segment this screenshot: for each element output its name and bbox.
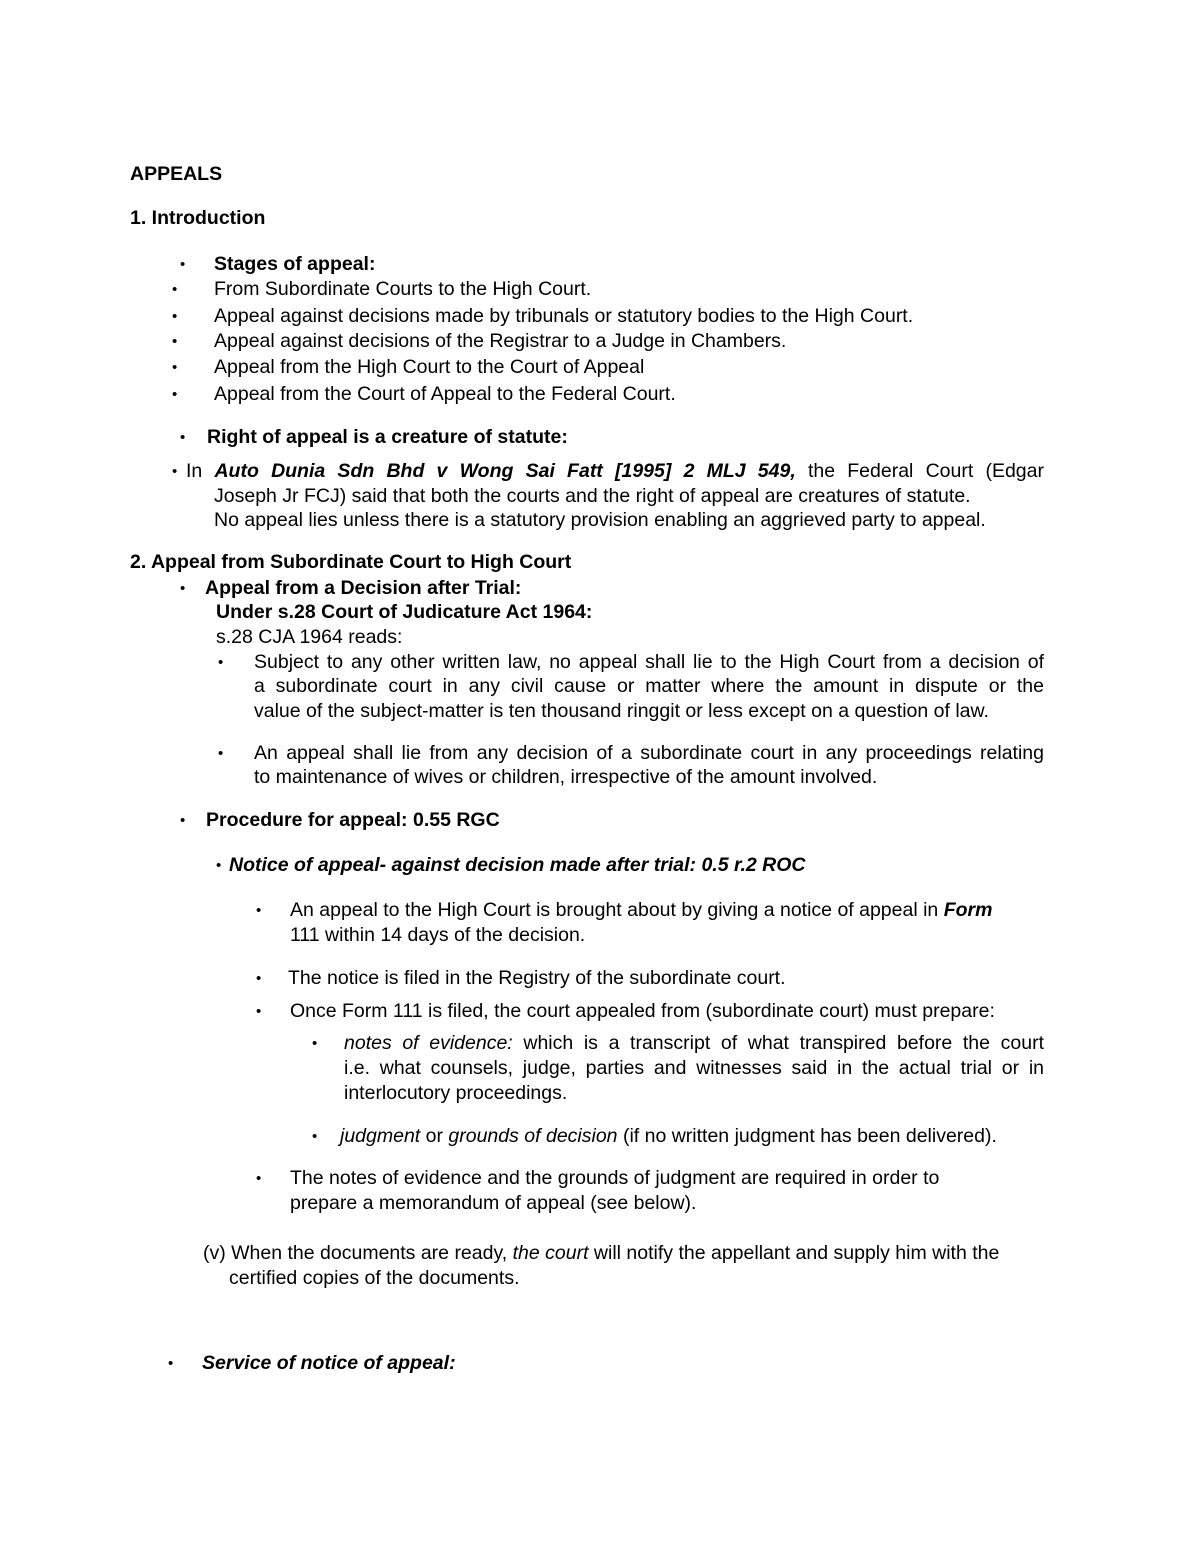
stage-item: From Subordinate Courts to the High Court. xyxy=(214,278,592,300)
bullet-icon: • xyxy=(172,333,178,350)
under-s28-heading: Under s.28 Court of Judicature Act 1964: xyxy=(216,601,593,623)
point-v-prefix: (v) When the documents are ready, xyxy=(203,1242,513,1264)
notes-of-evidence-line-1 xyxy=(344,1031,1044,1056)
notes-of-evidence-text: which is a transcript of what transpired before the court xyxy=(512,1032,1044,1054)
bullet-icon: • xyxy=(256,1003,262,1020)
once-filed-text: Once Form 111 is filed, the court appealed from (subordinate court) must prepare: xyxy=(290,1000,995,1022)
s28-reads: s.28 CJA 1964 reads: xyxy=(216,626,403,648)
form-word: Form xyxy=(943,899,993,921)
judgment-term: judgment xyxy=(340,1125,421,1147)
s28-para1-line-2: a subordinate court in any civil cause or matter where the amount in dispute or the xyxy=(254,675,1044,697)
case-in-text: In xyxy=(186,460,215,482)
judgment-or: or xyxy=(420,1125,449,1147)
form-111-line-2: 111 within 14 days of the decision. xyxy=(290,924,586,946)
judgment-text: (if no written judgment has been delivered). xyxy=(617,1125,997,1147)
notice-of-appeal-heading: Notice of appeal- against decision made after trial: 0.5 r.2 ROC xyxy=(229,854,806,876)
form-111-line-1 xyxy=(290,898,992,923)
bullet-icon: • xyxy=(180,429,186,446)
bullet-icon: • xyxy=(180,812,186,829)
bullet-icon: • xyxy=(180,256,186,273)
notes-of-evidence-term: notes of evidence: xyxy=(344,1032,513,1054)
bullet-icon: • xyxy=(172,463,178,480)
s28-para2-line-2: to maintenance of wives or children, irrespective of the amount involved. xyxy=(254,766,878,788)
bullet-icon: • xyxy=(172,281,178,298)
stages-heading: Stages of appeal: xyxy=(214,253,376,275)
stage-item: Appeal against decisions made by tribunals or statutory bodies to the High Court. xyxy=(214,305,914,327)
notes-of-evidence-line-2: i.e. what counsels, judge, parties and witnesses said in the actual trial or in xyxy=(344,1057,1044,1079)
point-v-text: will notify the appellant and supply him with the xyxy=(588,1242,1000,1264)
judgment-line xyxy=(340,1124,997,1149)
bullet-icon: • xyxy=(180,580,186,597)
stage-item: Appeal from the Court of Appeal to the Federal Court. xyxy=(214,383,676,405)
section-1-heading: 1. Introduction xyxy=(130,207,266,229)
bullet-icon: • xyxy=(218,654,224,671)
memorandum-line-2: prepare a memorandum of appeal (see below). xyxy=(290,1192,697,1214)
document-title: APPEALS xyxy=(130,163,223,185)
grounds-term: grounds of decision xyxy=(448,1125,618,1147)
bullet-icon: • xyxy=(218,745,224,762)
right-of-appeal-heading: Right of appeal is a creature of statute: xyxy=(207,426,568,448)
service-of-notice-heading: Service of notice of appeal: xyxy=(202,1352,456,1374)
point-v-line-2: certified copies of the documents. xyxy=(229,1267,520,1289)
case-paragraph-line-1 xyxy=(186,459,1044,484)
point-v-court: the court xyxy=(512,1242,589,1264)
s28-para2-line-1: An appeal shall lie from any decision of a subordinate court in any proceedings relating xyxy=(254,742,1044,764)
notice-filed-text: The notice is filed in the Registry of the subordinate court. xyxy=(288,967,786,989)
bullet-icon: • xyxy=(168,1355,174,1372)
stage-item: Appeal against decisions of the Registrar to a Judge in Chambers. xyxy=(214,330,787,352)
form-111-text: An appeal to the High Court is brought about by giving a notice of appeal in xyxy=(290,899,944,921)
bullet-icon: • xyxy=(312,1128,318,1145)
stage-item: Appeal from the High Court to the Court of Appeal xyxy=(214,356,645,378)
bullet-icon: • xyxy=(172,359,178,376)
bullet-icon: • xyxy=(256,970,262,987)
case-citation: Auto Dunia Sdn Bhd v Wong Sai Fatt [1995] 2 MLJ 549, xyxy=(214,460,796,482)
s28-para1-line-1: Subject to any other written law, no appeal shall lie to the High Court from a decision of xyxy=(254,651,1044,673)
case-paragraph-line-2: Joseph Jr FCJ) said that both the courts and the right of appeal are creatures of statute. xyxy=(214,485,971,507)
case-text: the Federal Court (Edgar xyxy=(795,460,1044,482)
notes-of-evidence-line-3: interlocutory proceedings. xyxy=(344,1082,568,1104)
bullet-icon: • xyxy=(216,857,222,874)
point-v-line-1 xyxy=(203,1241,999,1266)
bullet-icon: • xyxy=(172,308,178,325)
bullet-icon: • xyxy=(256,902,262,919)
procedure-heading: Procedure for appeal: 0.55 RGC xyxy=(206,809,500,831)
bullet-icon: • xyxy=(256,1170,262,1187)
section-2-heading: 2. Appeal from Subordinate Court to High Court xyxy=(130,551,572,573)
bullet-icon: • xyxy=(172,386,178,403)
s28-para1-line-3: value of the subject-matter is ten thousand ringgit or less except on a question of law. xyxy=(254,700,989,722)
bullet-icon: • xyxy=(312,1035,318,1052)
case-paragraph-line-3: No appeal lies unless there is a statutory provision enabling an aggrieved party to appeal. xyxy=(214,509,986,531)
decision-after-trial-heading: Appeal from a Decision after Trial: xyxy=(205,577,522,599)
memorandum-line-1: The notes of evidence and the grounds of judgment are required in order to xyxy=(290,1167,940,1189)
